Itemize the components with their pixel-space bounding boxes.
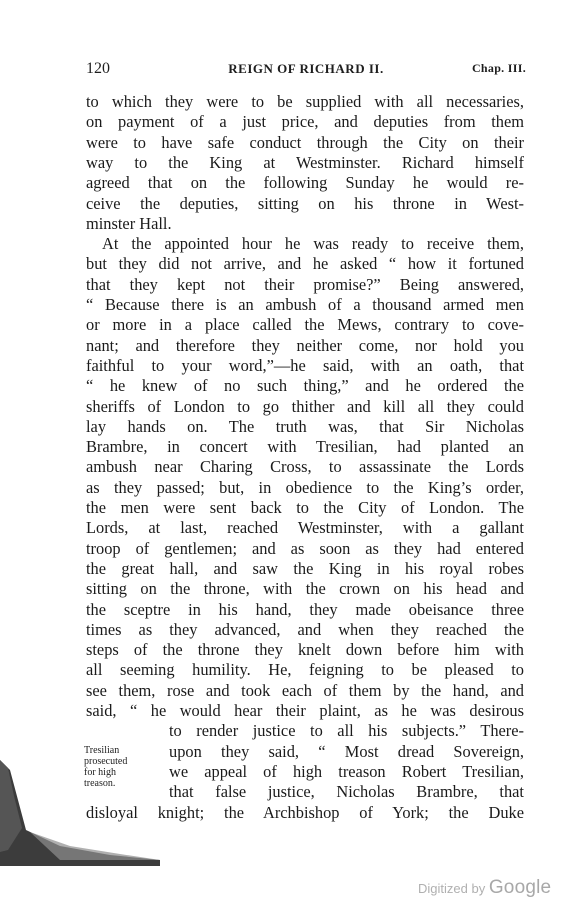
text-line: disloyal knight; the Archbishop of York; the Duke xyxy=(86,802,524,822)
text-line: faithful to your word,”—he said, with an oath, that xyxy=(86,355,524,375)
running-title: REIGN OF RICHARD II. xyxy=(228,61,384,76)
text-line: nant; and therefore they neither come, nor hold you xyxy=(86,335,524,355)
text-line: all seeming humility. He, feigning to be pleased to xyxy=(86,660,524,680)
running-header xyxy=(86,60,526,80)
text-line: At the appointed hour he was ready to receive them, xyxy=(102,234,524,254)
text-line: we appeal of high treason Robert Tresilian, xyxy=(169,761,524,781)
text-line: or more in a place called the Mews, contrary to cove- xyxy=(86,315,524,335)
text-line: said, “ he would hear their plaint, as he was desirous xyxy=(86,701,524,720)
watermark-brand: Google xyxy=(488,877,552,898)
text-line: were to have safe conduct through the City on their xyxy=(86,132,524,152)
text-line: the sceptre in his hand, they made obeisance three xyxy=(86,599,524,619)
margin-note-line: for high xyxy=(84,767,116,778)
text-line: minster Hall. xyxy=(86,213,172,233)
text-line: the great hall, and saw the King in his royal robes xyxy=(86,558,524,578)
text-line: upon they said, “ Most dread Sovereign, xyxy=(169,741,524,761)
text-line: sheriffs of London to go thither and kill all they could xyxy=(86,396,524,416)
text-line: as they passed; but, in obedience to the King’s order, xyxy=(86,477,524,497)
text-line: but they did not arrive, and he asked “ how it fortuned xyxy=(86,254,524,274)
text-line: “ he knew of no such thing,” and he ordered the xyxy=(86,376,524,396)
text-line: to render justice to all his subjects.” There- xyxy=(169,721,524,741)
margin-note-line: Tresilian xyxy=(84,745,120,756)
page-number: 120 xyxy=(86,60,110,77)
watermark-prefix: Digitized by xyxy=(418,881,486,896)
text-line: ceive the deputies, sitting on his throne in West- xyxy=(86,193,524,213)
text-line: that false justice, Nicholas Brambre, that xyxy=(169,782,524,802)
text-line: the men were sent back to the City of London. The xyxy=(86,498,524,517)
text-line: times as they advanced, and when they reached the xyxy=(86,619,524,639)
text-line: agreed that on the following Sunday he would re- xyxy=(86,173,524,193)
text-line: steps of the throne they knelt down before him with xyxy=(86,640,524,660)
text-line: “ Because there is an ambush of a thousand armed men xyxy=(86,295,524,314)
text-line: lay hands on. The truth was, that Sir Nicholas xyxy=(86,416,524,436)
text-line: to which they were to be supplied with all necessaries, xyxy=(86,92,524,111)
text-line: way to the King at Westminster. Richard himself xyxy=(86,152,524,172)
text-line: see them, rose and took each of them by the hand, and xyxy=(86,680,524,700)
digitized-watermark xyxy=(418,877,551,899)
text-line: on payment of a just price, and deputies from them xyxy=(86,112,524,132)
text-line: Lords, at last, reached Westminster, with a gallant xyxy=(86,518,524,538)
margin-note-line: prosecuted xyxy=(84,756,128,767)
text-line: that they kept not their promise?” Being answered, xyxy=(86,274,524,294)
text-line: sitting on the throne, with the crown on his head and xyxy=(86,579,524,599)
margin-note-line: treason. xyxy=(84,778,116,789)
text-line: Brambre, in concert with Tresilian, had planted an xyxy=(86,437,524,457)
text-line: troop of gentlemen; and as soon as they had entered xyxy=(86,538,524,558)
chapter-label: Chap. III. xyxy=(471,61,526,75)
text-line: ambush near Charing Cross, to assassinate the Lords xyxy=(86,457,524,477)
scan-edge-shadow xyxy=(0,760,170,870)
